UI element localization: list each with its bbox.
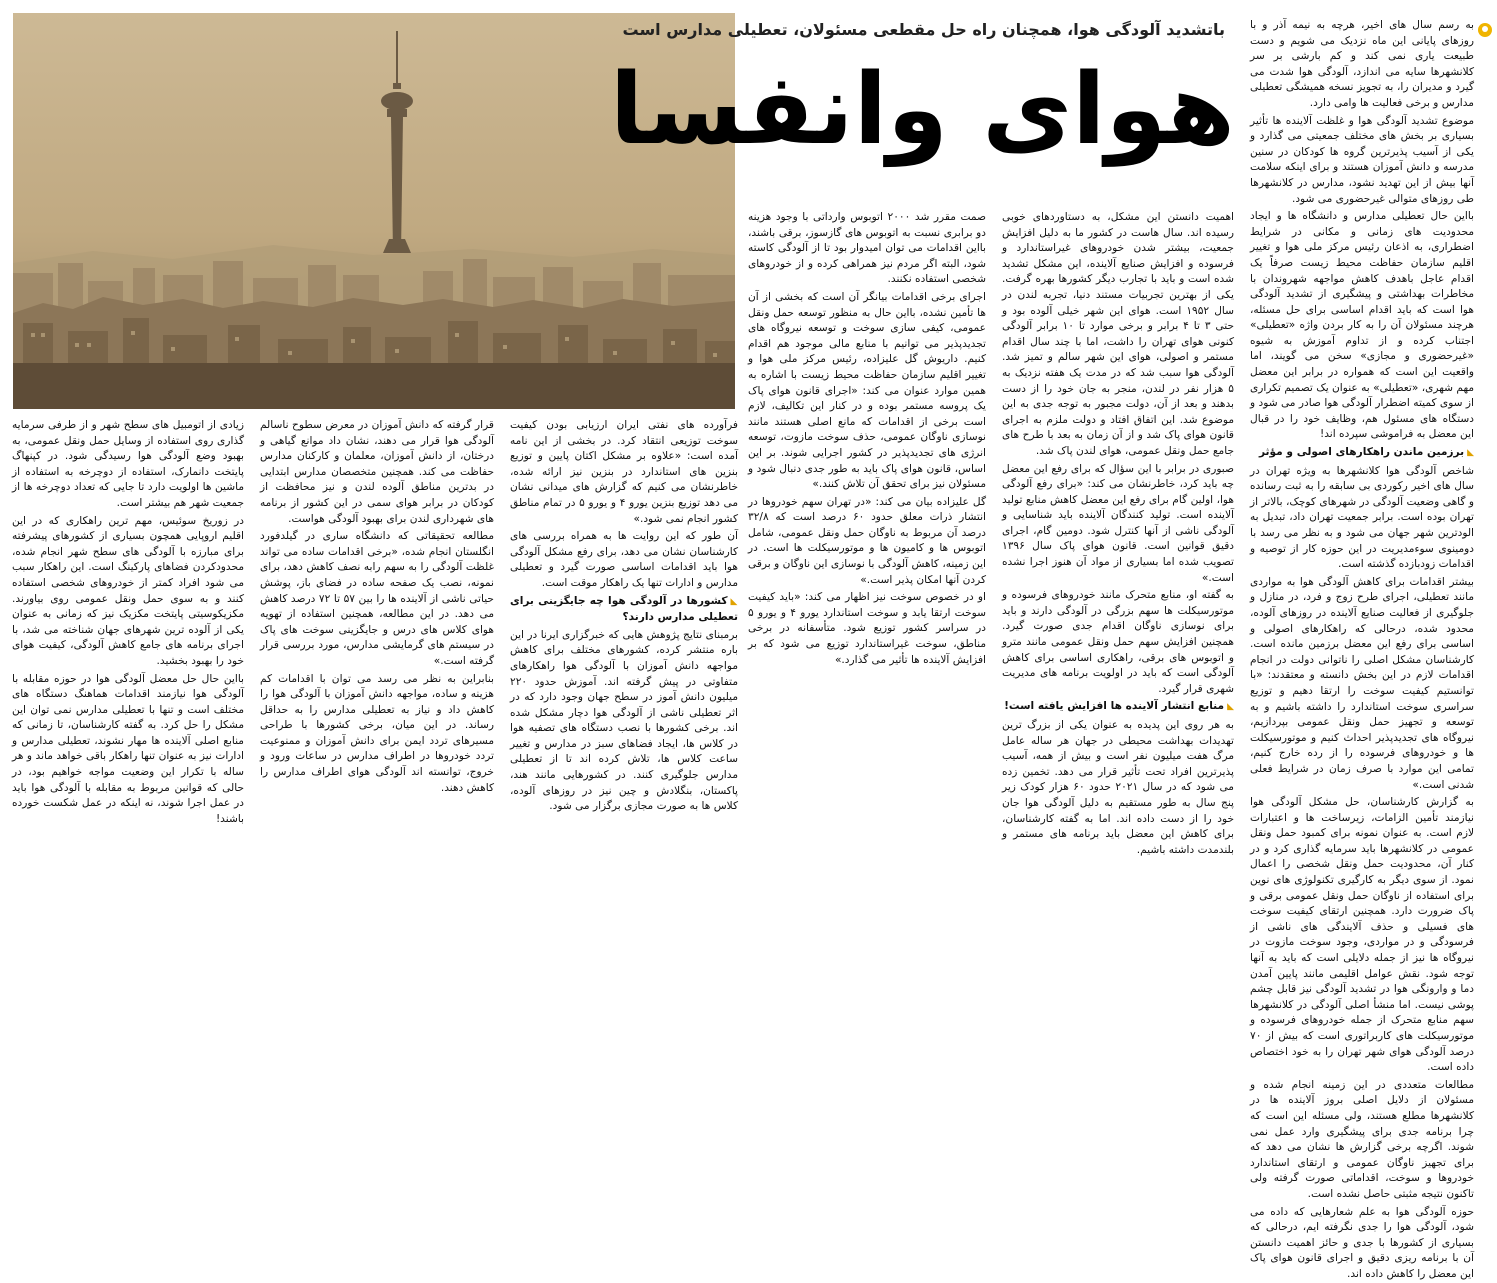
paragraph: شاخص آلودگی هوا کلانشهرها به ویژه تهران در سال های اخیر رکوردی بی سابقه را به ثبت رسانده و گاهی وضعیت آلودگی در شهرهای کوچک، بالاتر از تهران بوده است. برابر جمعیت تهران داد، تبدیل به الودترین شهر جهان می شود و به نظر می رسد با دومینوی سوءمدیریت در این حوزه کار از توصیه و اقدامات زودبازده گذشته است. <box>1250 464 1474 571</box>
paragraph: اهمیت دانستن این مشکل، به دستاوردهای خوبی رسیده اند. سال هاست در کشور ما به دلیل افزایش جمعیت، بیشتر شدن خودروهای غیراستاندارد و فرسوده و افزایش صنایع آلاینده، این مشکل تشدید شده است و باید با تجارب دیگر کشورها بهره گرفت. یکی از بهترین تجربیات مستند دنیا، تجربه لندن در سال ۱۹۵۲ است. هوای این شهر خیلی آلوده بود و حتی ۳ تا ۴ برابر و برخی موارد تا ۱۰ برابر آلودگی کنونی هوای تهران را داشت، اما با چند سال اقدام مستمر و اصولی، هوای این شهر سالم و تمیز شد. آلودگی هوا سبب شد که در مدت یک هفته نزدیک به ۵ هزار نفر در لندن، منجر به جان خود را از دست بدهند و بعد از آن، دولت مجبور به توجه جدی به این موضوع شد. این اتفاق افتاد و دولت ملزم به اجرای قانون هوای پاک شد و از آن زمان به بعد با طرح های جامع حمل ونقل عمومی، هوای لندن پاک شد. <box>1002 211 1234 457</box>
paragraph: مطالعه تحقیقاتی که دانشگاه ساری در گیلدفورد انگلستان انجام شده، «برخی اقدامات ساده می تواند غلظت آلودگی را به سهم رابه نصف کاهش دهد، برای نمونه، نصب یک صفحه ساده در فضای باز، پوشش حیاتی ناشی از آلاینده ها را بین ۵۷ تا ۷۲ درصد کاهش می دهد. در این مطالعه، همچنین استفاده از تهویه هوای کلاس های درس و جایگزینی سوخت های پاک در سیستم های گرمایشی مدارس، مورد بررسی قرار گرفته است.» <box>260 530 494 667</box>
article-column-5 <box>260 418 494 1008</box>
main-headline: هوای وانفسا <box>609 53 1235 167</box>
article-column-6 <box>12 418 244 1008</box>
paragraph: صمت مقرر شد ۲۰۰۰ اتوبوس وارداتی با وجود هزینه دو برابری نسبت به اتوبوس های گازسوز، برقی باشند، بااین اقدامات می توان امیدوار بود تا از آلودگی کاسته شود، البته اگر مردم نیز همراهی کرده و از خودروهای شخصی استفاده نکنند. <box>748 211 986 286</box>
article-column-right <box>1249 18 1474 1280</box>
paragraph: مطالعات متعددی در این زمینه انجام شده و مسئولان از دلایل اصلی بروز آلاینده ها در کلانشهرها مطلع هستند، ولی مسئله این است که چرا برنامه جدی برای پیشگیری وارد عمل نمی شوند. اگرچه برخی گزارش ها نشان می دهد که برای تجهیز ناوگان عمومی و ارتقای استاندارد خودروها و سوخت، اقداماتی صورت گرفته ولی تاکنون نتیجه مثبتی حاصل نشده است. <box>1250 1078 1474 1200</box>
subheading: ◣ برزمین ماندن راهکارهای اصولی و مؤثر <box>1250 445 1474 462</box>
paragraph: قرار گرفته که دانش آموزان در معرض سطوح ناسالم آلودگی هوا قرار می دهند، نشان داد موانع گیاهی و درختان، از دانش آموزان، معلمان و کارکنان مدارس حفاظت می کند. همچنین متخصصان مدارس ابتدایی در بدترین مناطق آلوده لندن و نیز محافظت از کودکان در برابر هوای سمی در این کشور از برنامه های شهرداری لندن برای بهبود آلودگی هواست. <box>260 419 494 525</box>
paragraph: گل علیزاده بیان می کند: «در تهران سهم خودروها در انتشار ذرات معلق حدود ۶۰ درصد است که ۳۲/۸ درصد آن مربوط به ناوگان حمل ونقل عمومی، شامل اتوبوس ها و کامیون ها و موتورسیکلت ها است. در این زمینه، کاهش آلودگی با نوسازی این ناوگان و برقی کردن آنها امکان پذیر است.» <box>748 495 986 586</box>
subheading: ◣ منابع انتشار آلاینده ها افزایش یافته است! <box>1002 699 1234 716</box>
paragraph: صبوری در برابر با این سؤال که برای رفع این معضل چه باید کرد، خاطرنشان می کند: «برای رفع آلودگی هوا، اولین گام برای رفع این معضل کاهش منابع تولید آلاینده است. تولید کنندگان آلاینده باید شناسایی و آلودگی ناشی از آنها کنترل شود. دومین گام، اجرای دقیق قوانین است. قانون هوای پاک سال ۱۳۹۶ تصویب شده اما بسیاری از مواد آن هنوز اجرا نشده است.» <box>1002 462 1234 584</box>
paragraph: به رسم سال های اخیر، هرچه به نیمه آذر و با روزهای پایانی این ماه نزدیک می شویم و دست طبیعت یاری نمی کند و کم بارشی بر سر کلانشهرها سایه می اندازد، آلودگی هوا شدت می گیرد و مدیران را، به تجویز نسخه همیشگی تعطیلی مدارس و برخی فعالیت ها وامی دارد. <box>1250 19 1474 109</box>
paragraph: بااین حال حل معضل آلودگی هوا در حوزه مقابله با آلودگی هوا نیازمند اقدامات هماهنگ دستگاه های مختلف است و تنها با تعطیلی مدارس نمی توان این مشکل را حل کرد. به گفته کارشناسان، تا زمانی که منابع اصلی آلاینده ها مهار نشوند، تعطیلی مدارس و ادارات نیز به عنوان تنها راهکار باقی خواهد ماند و هر ساله با تکرار این وضعیت مواجه خواهیم بود، در حالی که قوانین مربوط به مقابله با آلودگی هوا باید در عمل اجرا شوند، نه اینکه در عمل شکست خورده باشند! <box>12 672 244 825</box>
paragraph: موضوع تشدید آلودگی هوا و غلظت آلاینده ها تأثیر بسیاری بر بخش های مختلف جمعیتی می گذارد و یکی از آسیب پذیرترین گروه ها کودکان در سنین مدرسه و دانش آموزان هستند و برای اینکه سلامت آنها بیش از این تهدید نشود، مدارس در کلانشهرها طی روزهای متوالی غیرحضوری می شود. <box>1250 114 1474 205</box>
article-column-2 <box>1002 210 1234 1008</box>
paragraph: اجرای برخی اقدامات بیانگر آن است که بخشی از آن ها تأمین نشده، بااین حال به منظور توسعه حمل ونقل عمومی، کیفی سازی سوخت و توسعه نیروگاه های تجدیدپذیر می توانیم با منابع مالی موجود هم اقدام کنیم. داریوش گل علیزاده، رئیس مرکز ملی هوا و تغییر اقلیم سازمان حفاظت محیط زیست با اشاره به همین موارد عنوان می کند: «اجرای قانون هوای پاک یک پروسه مستمر بوده و در کنار این تکالیف، لازم است برخی از اقدامات که مانع اصلی هستند مانند نوسازی ناوگان عمومی، حذف سوخت مازوت، توسعه انرژی های تجدیدپذیر در کشور اجرایی شوند. بر این اساس، قانون هوای پاک باید به طور جدی دنبال شود و مسئولان نیز برای تحقق آن تلاش کنند.» <box>748 290 986 491</box>
paragraph: بنابراین به نظر می رسد می توان با اقدامات کم هزینه و ساده، مواجهه دانش آموزان با آلودگی هوا را کاهش داد و نیاز به تعطیلی مدارس را به حداقل رساند. در این میان، برخی کشورها با طراحی مسیرهای تردد ایمن برای دانش آموزان و ممنوعیت تردد خودروها در اطراف مدارس در ساعات ورود و خروج، توانسته اند آلودگی هوای اطراف مدارس را کاهش دهند. <box>260 672 494 794</box>
paragraph: آن طور که این روایت ها به همراه بررسی های کارشناسان نشان می دهد، برای رفع مشکل آلودگی هوا باید اقدامات اساسی صورت گیرد و تعطیلی مدارس و ادارات تنها یک راهکار موقت است. <box>510 530 738 589</box>
headline-kicker: باتشدید آلودگی هوا، همچنان راه حل مقطعی مسئولان، تعطیلی مدارس است <box>622 20 1225 39</box>
paragraph: به گزارش کارشناسان، حل مشکل آلودگی هوا نیازمند تأمین الزامات، زیرساخت ها و اعتبارات لازم است. به عنوان نمونه برای کمبود حمل ونقل عمومی در کلانشهرها باید سرمایه گذاری کرد و در کنار آن، محدودیت حمل ونقل شخصی را اعمال نمود. از سوی دیگر به کارگیری تکنولوژی های نوین برای استفاده از ناوگان حمل ونقل عمومی برقی و پاک ضرورت دارد. همچنین ارتقای کیفیت سوخت های فسیلی و حذف آلایندگی های ناشی از فرسودگی و در مواردی، وجود سوخت مازوت در نیروگاه ها نیز از جمله دلایلی است که باید به آنها توجه شود. نقش عوامل اقلیمی مانند پایین آمدن دما و وارونگی هوا در تشدید آلودگی نیز قابل چشم پوشی نیست. اما منشأ اصلی آلودگی در کلانشهرها سهم منابع متحرک از جمله خودروهای فرسوده و موتورسیکلت های کاربراتوری است که بیش از ۷۰ درصد آلودگی هوای شهر تهران را به خود اختصاص داده است. <box>1250 796 1474 1074</box>
subheading: ◣ کشورها در آلودگی هوا چه جایگزینی برای تعطیلی مدارس دارند؟ <box>510 594 738 626</box>
paragraph: بااین حال تعطیلی مدارس و دانشگاه ها و ایجاد محدودیت های زمانی و مکانی در شرایط اضطراری، به اذعان رئیس مرکز ملی هوا و تغییر اقلیم سازمان حفاظت محیط زیست صرفاً یک اقدام عاجل باهدف کاهش مواجهه شهروندان با مخاطرات بهداشتی و پیشگیری از تشدید آلودگی هوا است که باید اقدام اساسی برای حل مسئله، هرچند مسئولان آن را به کار بردن واژه «تعطیلی» اجتناب کرده و از تداوم آموزش به شیوه «غیرحضوری و مجازی» سخن می گویند، اما واقعیت این است که همواره در برابر این معضل مهم شهری، «تعطیلی» به عنوان یک تصمیم تکراری از سوی کمیته اضطرار آلودگی هوا صادر می شود و دستگاه های مسئول هم، وظایف خود را در قبال این معضل به فراموشی سپرده اند! <box>1249 210 1474 441</box>
paragraph: حوزه آلودگی هوا به علم شعارهایی که داده می شود، آلودگی هوا را جدی نگرفته ایم، درحالی که بسیاری از کشورها با جدی و حائز اهمیت دانستن آن با برنامه ریزی دقیق و اجرای قانون هوای پاک این معضل را کاهش داده اند. <box>1250 1205 1474 1280</box>
paragraph: در زوریخ سوئیس، مهم ترین راهکاری که در این اقلیم اروپایی همچون بسیاری از کشورهای پیشرفته برای مبارزه با آلودگی های سطح شهر انجام شده، محدودکردن فضاهای پارکینگ است. این راهکار سبب می شود افراد کمتر از خودروهای شخصی استفاده کنند و به سوی حمل ونقل عمومی روی بیاورند. مکزیکوسیتی پایتخت مکزیک نیز که زمانی به عنوان یکی از آلوده ترین شهرهای جهان شناخته می شد، با اجرای برنامه های جامع کاهش آلودگی، کیفیت هوای خود را بهبود بخشید. <box>12 514 244 667</box>
paragraph: به گفته او، منابع متحرک مانند خودروهای فرسوده و موتورسیکلت ها سهم بزرگی در آلودگی دارند و باید برای نوسازی ناوگان اقدام جدی صورت گیرد. همچنین افزایش سهم حمل ونقل عمومی مانند مترو و اتوبوس های برقی، راهکاری اساسی برای کاهش آلودگی است که باید در اولویت برنامه های مدیریت شهری قرار گیرد. <box>1002 589 1234 695</box>
section-logo-icon <box>1478 23 1492 37</box>
paragraph: فرآورده های نفتی ایران ارزیابی بودن کیفیت سوخت توزیعی انتقاد کرد. در بخشی از این نامه آمده است: «علاوه بر مشکل اکتان پایین و توزیع بنزین های استاندارد در بنزین نیز ارائه شده، خاطرنشان می کنیم که گزارش های میدانی نشان می دهد توزیع بنزین یورو ۴ و یورو ۵ در تمام مناطق کشور انجام نمی شود.» <box>510 419 738 525</box>
paragraph: زیادی از اتومبیل های سطح شهر و از طرفی سرمایه گذاری روی استفاده از وسایل حمل ونقل عمومی، به بهبود وضع آلودگی هوا رسیدگی شود. در کپنهاگ پایتخت دانمارک، استفاده از دوچرخه به استفاده از ماشین ها اولویت دارد تا جایی که تعداد دوچرخه ها از جمعیت شهر هم بیشتر است. <box>12 419 244 509</box>
article-column-4 <box>510 418 738 1008</box>
article-column-3 <box>748 210 986 1008</box>
paragraph: بیشتر اقدامات برای کاهش آلودگی هوا به مواردی مانند تعطیلی، اجرای طرح زوج و فرد، در منازل و جلوگیری از فعالیت صنایع آلاینده در روزهای آلوده، محدود شده، درحالی که راهکارهای اصولی و اساسی برای رفع این معضل برزمین مانده است. کارشناسان مشکل اصلی را ناتوانی دولت در انجام اقدامات لازم در این بخش دانسته و معتقدند: «با توانستیم کیفیت سوخت را ارتقا دهیم و توزیع سراسری سوخت استاندارد را داشته باشیم و به توسعه و تجهیز حمل ونقل عمومی بپردازیم، نیروگاه های تجدیدپذیر احداث کنیم و موتورسیکلت ها و خودروهای فرسوده را از رده خارج کنیم، تمامی این موارد با صرف زمان در شرایط فعلی شدنی است.» <box>1250 575 1474 791</box>
paragraph: او در خصوص سوخت نیز اظهار می کند: «باید کیفیت سوخت ارتقا یابد و سوخت استاندارد یورو ۴ و یورو ۵ در سراسر کشور توزیع شود. متأسفانه در برخی مناطق، سوخت غیراستاندارد توزیع می شود که بر افزایش آلاینده ها تأثیر می گذارد.» <box>748 591 986 666</box>
paragraph: برمبنای نتایج پژوهش هایی که خبرگزاری ایرنا در این باره منتشر کرده، کشورهای مختلف برای کاهش مواجهه دانش آموزان با آلودگی هوا راهکارهای متفاوتی در پیش گرفته اند. آموزش حدود ۲۲۰ میلیون دانش آموز در سطح جهان وجود دارد که در اثر تعطیلی ناشی از آلودگی هوا دچار مشکل شده اند. برخی کشورها با نصب دستگاه های تصفیه هوا در کلاس ها، ایجاد فضاهای سبز در مدارس و تغییر ساعت کلاس ها، تلاش کرده اند تا از تعطیلی مدارس جلوگیری کنند. در کشورهایی مانند هند، پاکستان، بنگلادش و چین نیز در روزهای آلوده، کلاس ها به صورت مجازی برگزار می شود. <box>510 628 738 813</box>
paragraph: به هر روی این پدیده به عنوان یکی از بزرگ ترین تهدیدات بهداشت محیطی در جهان هر ساله عامل مرگ هفت میلیون نفر است و بیش از همه، آسیب پذیرترین افراد تحت تأثیر قرار می دهد. تخمین زده می شود که در سال ۲۰۲۱ حدود ۶۰ هزار کودک زیر پنج سال به طور مستقیم به دلیل آلودگی هوا جان خود را از دست داده اند. اما به گفته کارشناسان، برای کاهش این معضل باید برنامه های مستمر و بلندمدت داشته باشیم. <box>1002 719 1234 856</box>
